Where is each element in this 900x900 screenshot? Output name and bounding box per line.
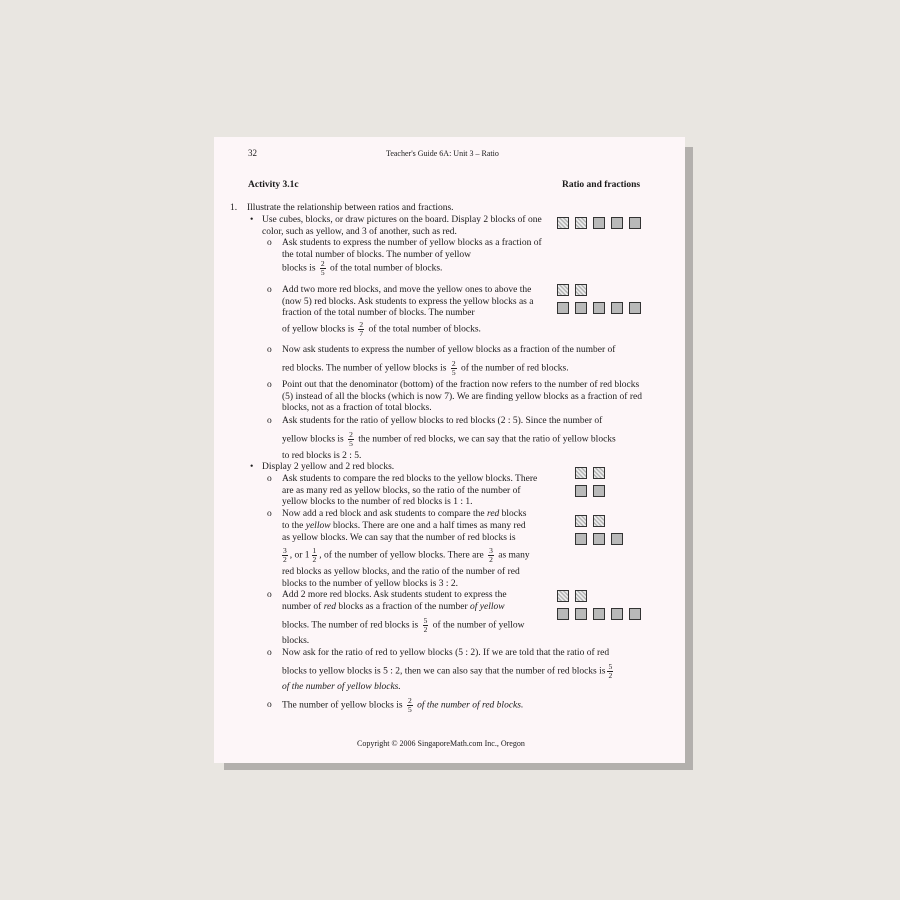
sub-marker: o <box>267 416 272 426</box>
sub-text: Ask students to express the number of yellow blocks as a fraction of the total number of blocks. The number of yellow <box>282 238 542 260</box>
fraction-denominator: 2 <box>608 671 613 680</box>
fraction-numerator: 5 <box>608 662 613 671</box>
document-page <box>214 137 685 763</box>
fraction-denominator: 5 <box>320 268 325 277</box>
yellow-block <box>575 590 587 602</box>
page-number: 32 <box>248 148 257 158</box>
text-run: blocks. There are one and a half times as many red <box>332 521 526 531</box>
red-block <box>611 217 623 229</box>
text-run: of the number of yellow <box>432 620 525 631</box>
fraction <box>488 547 494 564</box>
red-block <box>557 608 569 620</box>
fraction-numerator: 2 <box>349 430 353 439</box>
fraction <box>348 431 354 448</box>
fraction <box>407 697 413 714</box>
yellow-block <box>557 284 569 296</box>
red-block <box>611 533 623 545</box>
fraction-numerator: 3 <box>489 546 493 555</box>
yellow-block <box>557 590 569 602</box>
sub-text-fraction-line <box>282 663 615 680</box>
fraction <box>358 321 364 338</box>
sub-text: Ask students to compare the red blocks to the yellow blocks. There are as many red as yellow blocks, so the ratio of the number of yellow blocks to the number of red blocks is 1 : 1. <box>282 474 538 508</box>
fraction-numerator: 5 <box>423 616 428 625</box>
sub-text <box>282 682 401 694</box>
fraction <box>423 617 429 634</box>
sub-marker: o <box>267 345 272 355</box>
sub-marker: o <box>267 590 272 600</box>
text-run: to the <box>282 521 304 531</box>
yellow-block <box>593 515 605 527</box>
text-run: red blocks. The number of yellow blocks is <box>282 363 447 374</box>
sub-text: as yellow blocks. We can say that the number of red blocks is <box>282 533 516 543</box>
text-run: of the number of red blocks. <box>460 363 569 374</box>
text-run: number of <box>282 602 322 612</box>
text-run: of the total number of blocks. <box>330 263 443 274</box>
text-run: blocks as a fraction of the number <box>338 602 468 612</box>
emphasis: of the number of yellow blocks. <box>282 682 401 692</box>
emphasis: yellow <box>305 521 331 531</box>
sub-text-fraction-line <box>282 260 442 277</box>
red-block <box>593 533 605 545</box>
sub-text-fraction-line <box>282 321 481 338</box>
sub-text: Now ask for the ratio of red to yellow blocks (5 : 2). If we are told that the ratio of red <box>282 648 610 658</box>
sub-text-fraction-line <box>282 697 523 714</box>
text-run: yellow blocks is <box>282 434 344 445</box>
bullet-marker: • <box>250 462 254 472</box>
sub-text <box>282 521 526 533</box>
text-run: blocks to yellow blocks is 5 : 2, then we can also say that the number of red blocks is <box>282 666 606 677</box>
red-block <box>629 302 641 314</box>
fraction-denominator: 2 <box>283 555 287 564</box>
red-block <box>593 485 605 497</box>
sub-marker: o <box>267 285 272 295</box>
text-run: , of the number of yellow blocks. There are <box>319 550 484 561</box>
fraction <box>320 260 326 277</box>
sub-marker: o <box>267 700 272 710</box>
fraction-denominator: 2 <box>489 555 493 564</box>
red-block <box>593 217 605 229</box>
emphasis: of yellow <box>470 602 505 612</box>
text-run: as many <box>498 550 530 561</box>
yellow-block <box>575 515 587 527</box>
sub-text: Point out that the denominator (bottom) of the fraction now refers to the number of red blocks (5) instead of all the blocks (which is now 7). We are finding yellow blocks as a fraction of red blocks, not as a fraction of total blocks. <box>282 380 642 414</box>
text-run: blocks is <box>282 263 316 274</box>
yellow-block <box>575 467 587 479</box>
text-run: The number of yellow blocks is <box>282 700 403 711</box>
sub-text: red blocks as yellow blocks, and the ratio of the number of red blocks to the number of yellow blocks is 3 : 2. <box>282 567 520 589</box>
sub-marker: o <box>267 238 272 248</box>
fraction-denominator: 7 <box>359 329 364 338</box>
red-block <box>575 533 587 545</box>
fraction-denominator: 2 <box>423 625 428 634</box>
text-run: Now add a red block and ask students to compare the <box>282 509 485 519</box>
activity-label: Activity 3.1c <box>248 180 299 190</box>
yellow-block <box>575 217 587 229</box>
sub-text: Add 2 more red blocks. Ask students student to express the <box>282 590 507 600</box>
text-run: the number of red blocks, we can say that the ratio of yellow blocks <box>358 434 616 445</box>
sub-text <box>282 602 505 614</box>
red-block <box>611 302 623 314</box>
red-block <box>557 302 569 314</box>
fraction <box>312 547 318 564</box>
fraction-denominator: 2 <box>312 555 317 564</box>
fraction-denominator: 5 <box>407 705 412 714</box>
sub-text: Add two more red blocks, and move the yellow ones to above the (now 5) red blocks. Ask students to express the yellow blocks as a fraction of the total number of blocks. The number <box>282 285 534 319</box>
fraction-numerator: 2 <box>451 359 456 368</box>
red-block <box>575 485 587 497</box>
text-run: blocks. The number of red blocks is <box>282 620 419 631</box>
sub-text-fraction-line <box>280 547 530 564</box>
sub-text-fraction-line <box>282 431 616 448</box>
sub-text: Now ask students to express the number of yellow blocks as a fraction of the number of <box>282 345 616 355</box>
red-block <box>593 608 605 620</box>
sub-marker: o <box>267 380 272 390</box>
sub-text-fraction-line <box>282 617 525 634</box>
red-block <box>611 608 623 620</box>
text-run: of yellow blocks is <box>282 324 355 335</box>
bullet-marker: • <box>250 215 254 225</box>
fraction-denominator: 5 <box>451 368 456 377</box>
fraction-numerator: 1 <box>312 546 317 555</box>
fraction-numerator: 2 <box>320 259 325 268</box>
red-block <box>629 217 641 229</box>
sub-marker: o <box>267 474 272 484</box>
sub-text: blocks. <box>282 636 310 646</box>
running-title: Teacher's Guide 6A: Unit 3 – Ratio <box>386 149 499 158</box>
yellow-block <box>557 217 569 229</box>
fraction-numerator: 2 <box>359 320 364 329</box>
fraction-denominator: 5 <box>349 439 353 448</box>
text-run: , or 1 <box>289 550 310 561</box>
item-lead: Illustrate the relationship between ratios and fractions. <box>247 203 454 213</box>
emphasis: red <box>486 509 500 519</box>
sub-text: Ask students for the ratio of yellow blocks to red blocks (2 : 5). Since the number of <box>282 416 603 426</box>
emphasis: red <box>323 602 336 612</box>
fraction-numerator: 2 <box>407 696 412 705</box>
emphasis: of the number of red blocks. <box>417 700 524 711</box>
sub-text-fraction-line <box>282 360 569 377</box>
fraction <box>607 663 613 680</box>
yellow-block <box>593 467 605 479</box>
text-run: blocks <box>501 509 527 519</box>
bullet-text: Display 2 yellow and 2 red blocks. <box>262 462 395 472</box>
item-number: 1. <box>230 203 238 213</box>
sub-marker: o <box>267 509 272 519</box>
red-block <box>575 302 587 314</box>
red-block <box>593 302 605 314</box>
fraction <box>451 360 457 377</box>
red-block <box>575 608 587 620</box>
sub-text: to red blocks is 2 : 5. <box>282 451 362 461</box>
bullet-text: Use cubes, blocks, or draw pictures on the board. Display 2 blocks of one color, such as yellow, and 3 of another, such as red. <box>262 215 542 237</box>
copyright-footer: Copyright © 2006 SingaporeMath.com Inc., Oregon <box>357 739 525 748</box>
activity-topic: Ratio and fractions <box>562 180 641 190</box>
yellow-block <box>575 284 587 296</box>
sub-text <box>282 509 526 521</box>
red-block <box>629 608 641 620</box>
fraction-numerator: 3 <box>283 546 287 555</box>
text-run: of the total number of blocks. <box>368 324 481 335</box>
fraction <box>282 547 288 564</box>
sub-marker: o <box>267 648 272 658</box>
